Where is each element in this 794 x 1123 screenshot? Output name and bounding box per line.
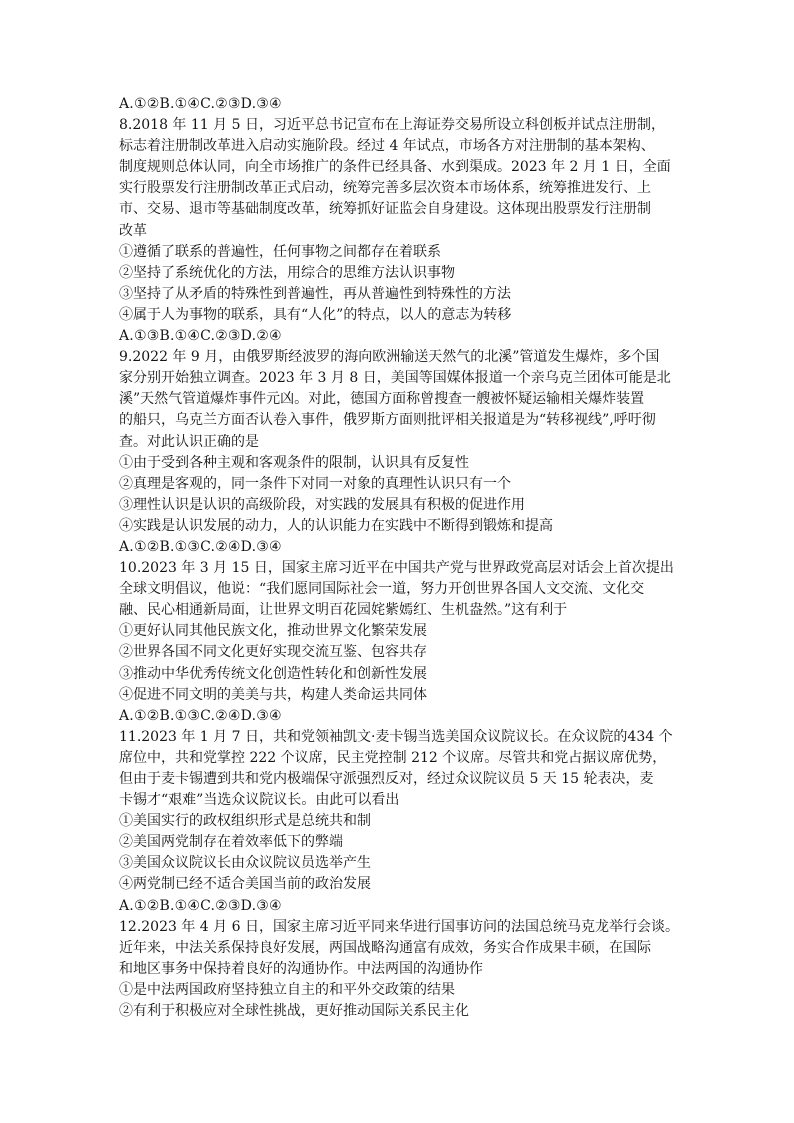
text-line: ②真理是客观的，同一条件下对同一对象的真理性认识只有一个 — [119, 475, 511, 492]
text-line: ②有利于积极应对全球性挑战，更好推动国际关系民主化 — [119, 1003, 469, 1020]
text-line: 标志着注册制改革进入启动实施阶段。经过 4 年试点，市场各方对注册制的基本架构、 — [119, 138, 655, 155]
text-line: 卡锡才“艰难”当选众议院议长。由此可以看出 — [119, 792, 400, 809]
text-line: ④促进不同文明的美美与共，构建人类命运共同体 — [119, 686, 427, 703]
answer-options-line: A.①②B.①③C.②④D.③④ — [119, 707, 282, 724]
text-line: 的船只，乌克兰方面否认卷入事件，俄罗斯方面则批评相关报道是为“转移视线”,呼吁彻 — [119, 412, 656, 429]
text-line: ②坚持了系统优化的方法，用综合的思维方法认识事物 — [119, 264, 455, 281]
document-body — [119, 94, 685, 1022]
text-line: 市、交易、退市等基础制度改革，统筹抓好证监会自身建设。这体现出股票发行注册制 — [119, 201, 651, 218]
text-line: 12.2023 年 4 月 6 日，国家主席习近平同来华进行国事访问的法国总统马克龙举行会谈。 — [119, 918, 679, 935]
text-line: 10.2023 年 3 月 15 日，国家主席习近平在中国共产党与世界政党高层对话会上首次提出 — [119, 560, 674, 577]
text-line: 近年来，中法关系保持良好发展，两国战略沟通富有成效，务实合作成果丰硕，在国际 — [119, 939, 651, 956]
text-line: 全球文明倡议，他说：“我们愿同国际社会一道，努力开创世界各国人文交流、文化交 — [119, 581, 645, 598]
text-line: 溪”天然气管道爆炸事件元凶。对此，德国方面称曾搜查一艘被怀疑运输相关爆炸装置 — [119, 391, 645, 408]
text-line: ③坚持了从矛盾的特殊性到普遍性，再从普遍性到特殊性的方法 — [119, 285, 511, 302]
text-line: 实行股票发行注册制改革正式启动，统筹完善多层次资本市场体系，统筹推进发行、上 — [119, 180, 651, 197]
text-line: 家分别开始独立调查。2023 年 3 月 8 日，美国等国媒体报道一个亲乌克兰团体可能是北 — [119, 370, 671, 387]
text-line: 查。对此认识正确的是 — [119, 433, 259, 450]
text-line: ①美国实行的政权组织形式是总统共和制 — [119, 813, 371, 830]
text-line: 和地区事务中保持着良好的沟通协作。中法两国的沟通协作 — [119, 960, 483, 977]
text-line: ①由于受到各种主观和客观条件的限制，认识具有反复性 — [119, 454, 469, 471]
text-line: 11.2023 年 1 月 7 日，共和党领袖凯文·麦卡锡当选美国众议院议长。在众议院的434 个 — [119, 728, 673, 745]
text-line: 融、民心相通新局面，让世界文明百花园姹紫嫣红、生机盎然。”这有利于 — [119, 602, 568, 619]
text-line: ④实践是认识发展的动力，人的认识能力在实践中不断得到锻炼和提高 — [119, 517, 553, 534]
text-line: 8.2018 年 11 月 5 日，习近平总书记宣布在上海证券交易所设立科创板并试点注册制， — [119, 117, 665, 134]
text-line: 席位中，共和党掌控 222 个议席，民主党控制 212 个议席。尽管共和党占据议席优势， — [119, 749, 667, 766]
answer-options-line: A.①②B.①③C.②④D.③④ — [119, 538, 282, 555]
text-line: ④两党制已经不适合美国当前的政治发展 — [119, 876, 371, 893]
text-line: ①是中法两国政府坚持独立自主的和平外交政策的结果 — [119, 981, 455, 998]
text-line: 改革 — [119, 222, 147, 239]
text-line: 但由于麦卡锡遭到共和党内极端保守派强烈反对，经过众议院议员 5 天 15 轮表决，麦 — [119, 771, 654, 787]
text-line: 制度规则总体认同，向全市场推广的条件已经具备、水到渠成。2023 年 2 月 1 日，全面 — [119, 159, 671, 176]
answer-options-line: A.①②B.①④C.②③D.③④ — [119, 897, 282, 914]
answer-options-line: A.①②B.①④C.②③D.③④ — [119, 96, 282, 112]
text-line: ①遵循了联系的普遍性，任何事物之间都存在着联系 — [119, 243, 441, 260]
text-line: ④属于人为事物的联系，具有“人化”的特点，以人的意志为转移 — [119, 306, 512, 323]
text-line: 9.2022 年 9 月，由俄罗斯经波罗的海向欧洲输送天然气的北溪”管道发生爆炸，多个国 — [119, 349, 660, 366]
text-line: ③推动中华优秀传统文化创造性转化和创新性发展 — [119, 665, 427, 682]
answer-options-line: A.①③B.①④C.②③D.②④ — [119, 328, 282, 345]
text-line: ③理性认识是认识的高级阶段，对实践的发展具有积极的促进作用 — [119, 496, 525, 513]
text-line: ③美国众议院议长由众议院议员选举产生 — [119, 855, 371, 872]
text-line: ①更好认同其他民族文化，推动世界文化繁荣发展 — [119, 623, 427, 640]
text-line: ②世界各国不同文化更好实现交流互鉴、包容共存 — [119, 644, 427, 661]
text-line: ②美国两党制存在着效率低下的弊端 — [119, 834, 343, 851]
